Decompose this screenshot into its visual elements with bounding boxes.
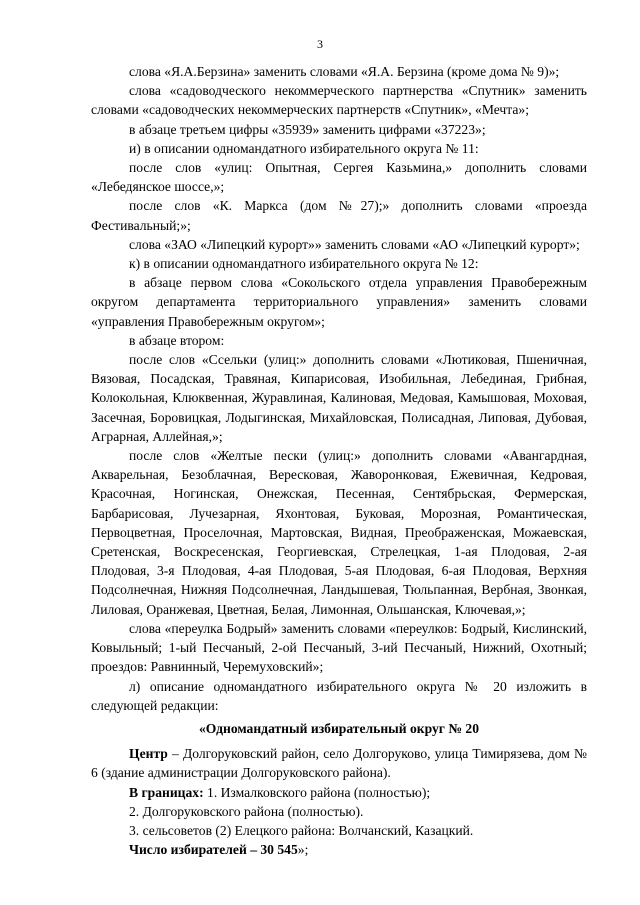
paragraph: в абзаце первом слова «Сокольского отдела управления Правобережным округом департамента территориального управления» заменить словами «управления Правобережным округом»; [91, 275, 587, 329]
district-borders-item: 1. Измалковского района (полностью); [203, 784, 431, 800]
district-title [91, 719, 587, 738]
district-voters-label: Число избирателей – 30 545 [129, 842, 298, 858]
paragraph: после слов «Желтые пески (улиц:» дополнить словами «Авангардная, Акварельная, Безоблачная, Вересковая, Жаворонковая, Ежевичная, Кедровая, Красочная, Ногинская, Онежская, Песенная, Сентябрьская, Фермерская, Барбарисовая, Лучезарная, Яхонтовая, Буковая, Морозная, Романтическая, Первоцветная, Проселочная, Мартовская, Видная, Преображенская, Можаевская, Сретенская, Воскресенская, Георгиевская, Стрелецкая, 1-ая Плодовая, 2-ая Плодовая, 3-я Плодовая, 4-ая Плодовая, 5-ая Плодовая, 6-ая Плодовая, Верхняя Подсолнечная, Нижняя Подсолнечная, Ландышевая, Тюльпанная, Вербная, Звонкая, Лиловая, Оранжевая, Цветная, Белая, Лимонная, Ольшанская, Ключевая,»; [91, 448, 587, 617]
district-center [91, 744, 587, 782]
district-borders-label: В границах: [129, 784, 204, 800]
paragraph: л) описание одномандатного избирательного округа № 20 изложить в следующей редакции: [91, 678, 587, 713]
paragraph: в абзаце третьем цифры «35939» заменить цифрами «37223»; [129, 121, 486, 137]
district-center-label: Центр [129, 746, 168, 762]
paragraph: и) в описании одномандатного избирательного округа № 11: [129, 140, 479, 156]
paragraph: в абзаце втором: [129, 332, 225, 348]
district-voters [91, 840, 587, 859]
paragraph: слова «Я.А.Берзина» заменить словами «Я.А. Берзина (кроме дома № 9)»; [129, 64, 560, 79]
district-center-text: – Долгоруковский район, село Долгоруково, улица Тимирязева, дом № 6 (здание администрации Долгоруковского района). [91, 746, 587, 781]
district-title-text: Одномандатный избирательный округ № 20 [205, 720, 480, 736]
district-voters-suffix: »; [297, 842, 309, 858]
district-title-quote: « [198, 720, 206, 736]
document-body [91, 62, 587, 859]
paragraph: после слов «улиц: Опытная, Сергея Казьмина,» дополнить словами «Лебедянское шоссе,»; [91, 160, 587, 195]
paragraph: после слов «К. Маркса (дом №27);» дополнить словами «проезда Фестивальный;»; [91, 198, 587, 233]
district-borders-item: 2. Долгоруковского района (полностью). [129, 803, 364, 819]
paragraph: слова «переулка Бодрый» заменить словами «переулков: Бодрый, Кислинский, Ковыльный; 1-ый Песчаный, 2-ой Песчаный, 3-ий Песчаный, Нижний, Охотный; проездов: Равнинный, Черемуховский»; [91, 620, 587, 675]
district-borders-item: 3. сельсоветов (2) Елецкого района: Волчанский, Казацкий. [129, 822, 474, 838]
paragraph: после слов «Ссельки (улиц:» дополнить словами «Лютиковая, Пшеничная, Вязовая, Посадская, Травяная, Кипарисовая, Изобильная, Лебединая, Грибная, Колокольная, Клюквенная, Журавлиная, Калиновая, Медовая, Камышовая, Моховая, Засечная, Боровицкая, Лодыгинская, Михайловская, Полисадная, Липовая, Дубовая, Аграрная, Аллейная,»; [91, 352, 587, 444]
paragraph: слова «садоводческого некоммерческого партнерства «Спутник» заменить словами «садоводческих некоммерческих партнерств «Спутник», «Мечта»; [91, 83, 587, 118]
paragraph: слова «ЗАО «Липецкий курорт»» заменить словами «АО «Липецкий курорт»; [129, 236, 580, 252]
district-borders [91, 783, 587, 802]
page-number: 3 [317, 37, 323, 51]
paragraph: к) в описании одномандатного избирательного округа № 12: [129, 256, 479, 272]
